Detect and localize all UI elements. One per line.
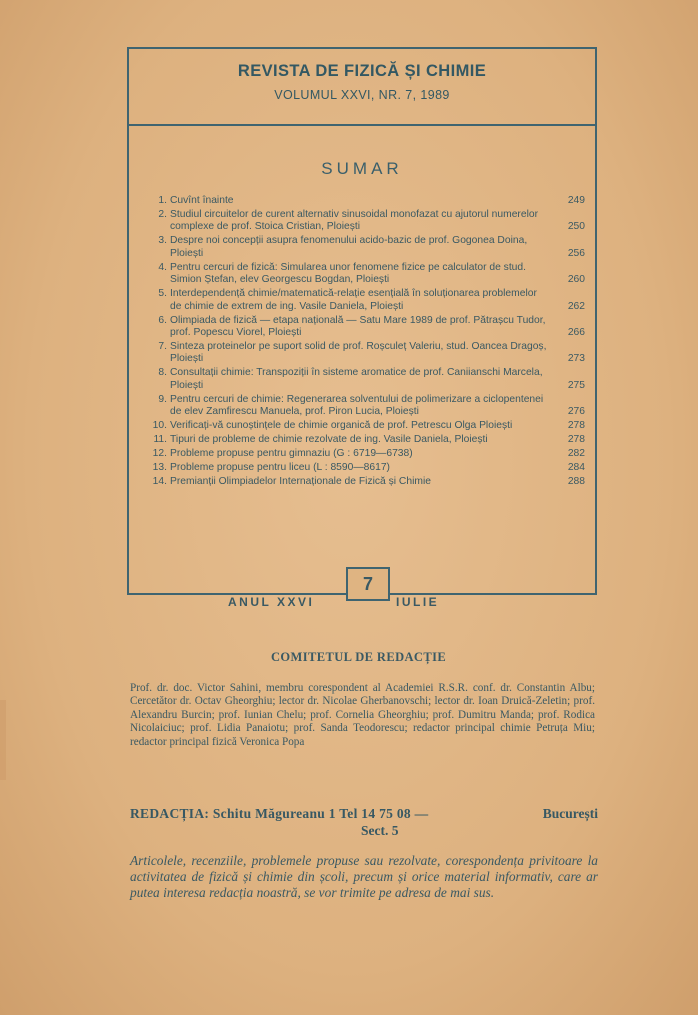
summary-title: SUMAR xyxy=(321,159,403,178)
toc-item-number: 11. xyxy=(153,434,167,446)
toc-item xyxy=(149,462,585,474)
toc-item-number: 12. xyxy=(152,448,167,460)
toc-item xyxy=(149,448,585,460)
submission-notice: Articolele, recenziile, problemele propuse sau rezolvate, corespondența privitoare la activitatea de fizică și chimie din școli, precum și orice material informativ, care ar putea interesa redacția noastră, se vor trimite pe adresa de mai sus. xyxy=(130,853,598,901)
toc-item-number: 14. xyxy=(152,476,167,488)
toc-item-number: 4. xyxy=(158,261,167,273)
toc-item xyxy=(149,476,585,488)
contents-frame xyxy=(127,47,597,595)
toc-item xyxy=(149,420,585,432)
toc-item-page: 250 xyxy=(567,221,585,233)
toc-item xyxy=(149,394,585,419)
toc-item-page: 260 xyxy=(567,274,585,286)
toc-item-title: Pentru cercuri de chimie: Regenerarea solventului de polimerizare a ciclopentenei de elev Zamfirescu Manuela, prof. Piron Lucia, Ploiești xyxy=(170,393,544,418)
table-of-contents xyxy=(149,195,585,490)
issue-month: IULIE xyxy=(396,595,440,609)
journal-volume: VOLUMUL XXVI, NR. 7, 1989 xyxy=(274,88,450,102)
committee-members: Prof. dr. doc. Victor Sahini, membru corespondent al Academiei R.S.R. conf. dr. Constantin Albu; Cercetător dr. Octav Gheorghiu; lector dr. Nicolae Gherbanovschi; lector dr. Ioan Druică-Zeletin; prof. Alexandru Burcin; prof. Iunian Chelu; prof. Cornelia Gheorghiu; prof. Dumitru Manda; prof. Rodica Nicolaiciuc; prof. Lidia Panaiotu; prof. Sanda Teodorescu; redactor principal chimie Petruța Miu; redactor principal fizică Veronica Popa xyxy=(130,682,595,748)
toc-item-title: Premianții Olimpiadelor Internaționale de Fizică și Chimie xyxy=(170,476,431,488)
editorial-label: REDACȚIA: Schitu Măgureanu 1 Tel 14 75 08 — xyxy=(130,806,429,821)
toc-item-number: 5. xyxy=(158,288,167,300)
editorial-sector: Sect. 5 xyxy=(361,823,399,838)
toc-item-number: 9. xyxy=(158,393,167,405)
editorial-city: București xyxy=(542,806,598,821)
toc-item-title: Consultații chimie: Transpoziții în sisteme aromatice de prof. Caniianschi Marcela, Ploiești xyxy=(170,367,543,391)
editorial-address xyxy=(130,805,598,839)
toc-item-page: 282 xyxy=(567,448,585,460)
toc-item-number: 10. xyxy=(152,420,167,432)
toc-item-title: Despre noi concepții asupra fenomenului acido-bazic de prof. Gogonea Doina, Ploiești xyxy=(170,235,528,259)
toc-item-title: Studiul circuitelor de curent alternativ sinusoidal monofazat cu ajutorul numerelor complexe de prof. Stoica Cristian, Ploiești xyxy=(170,209,539,233)
page-fold-shadow xyxy=(0,700,6,780)
toc-item-title: Verificați-vă cunoștințele de chimie organică de prof. Petrescu Olga Ploiești xyxy=(170,420,513,432)
toc-item-page: 288 xyxy=(567,476,585,488)
issue-year: ANUL XXVI xyxy=(228,595,315,609)
toc-item-number: 7. xyxy=(158,341,167,353)
toc-item-number: 8. xyxy=(158,367,167,379)
toc-item-page: 278 xyxy=(567,420,585,432)
toc-item-number: 2. xyxy=(158,209,167,220)
toc-item-number: 6. xyxy=(158,314,167,326)
toc-item-page: 256 xyxy=(567,247,585,259)
toc-item-number: 1. xyxy=(158,195,167,206)
toc-item xyxy=(149,262,585,287)
toc-item-page: 278 xyxy=(567,434,585,446)
journal-header xyxy=(129,49,595,126)
toc-item xyxy=(149,288,585,313)
committee-title: COMITETUL DE REDACȚIE xyxy=(271,650,447,664)
toc-item-title: Sinteza proteinelor pe suport solid de prof. Roșculeț Valeriu, stud. Oancea Dragoș, Ploiești xyxy=(170,341,547,365)
toc-item xyxy=(149,341,585,366)
toc-item-page: 276 xyxy=(567,406,585,418)
journal-title: REVISTA DE FIZICĂ ȘI CHIMIE xyxy=(237,62,487,80)
toc-item xyxy=(149,434,585,446)
toc-item-page: 249 xyxy=(567,195,585,206)
toc-item-page: 273 xyxy=(567,353,585,365)
toc-item-number: 13. xyxy=(152,462,167,474)
toc-item-page: 284 xyxy=(567,462,585,474)
issue-number: 7 xyxy=(346,567,390,601)
toc-item-page: 275 xyxy=(567,379,585,391)
toc-item xyxy=(149,235,585,260)
issue-bar xyxy=(127,574,597,613)
toc-item-title: Olimpiada de fizică — etapa națională — Satu Mare 1989 de prof. Pătrașcu Tudor, prof. Popescu Viorel, Ploiești xyxy=(170,314,546,339)
toc-item-title: Interdependență chimie/matematică-relație esențială în soluționarea problemelor de chimie de extrem de ing. Vasile Daniela, Ploiești xyxy=(170,288,537,312)
toc-item-title: Probleme propuse pentru liceu (L : 8590—8617) xyxy=(170,462,390,474)
toc-item-title: Cuvînt înainte xyxy=(170,195,234,206)
toc-item xyxy=(149,367,585,392)
toc-item xyxy=(149,209,585,234)
toc-item xyxy=(149,315,585,340)
toc-item xyxy=(149,195,585,207)
toc-item-title: Tipuri de probleme de chimie rezolvate de ing. Vasile Daniela, Ploiești xyxy=(170,434,488,446)
toc-item-title: Pentru cercuri de fizică: Simularea unor fenomene fizice pe calculator de stud. Simion Ștefan, elev Georgescu Bogdan, Ploiești xyxy=(170,261,526,286)
toc-item-page: 262 xyxy=(567,300,585,312)
toc-item-number: 3. xyxy=(158,235,167,247)
toc-item-page: 266 xyxy=(567,327,585,339)
toc-item-title: Probleme propuse pentru gimnaziu (G : 6719—6738) xyxy=(170,448,413,460)
